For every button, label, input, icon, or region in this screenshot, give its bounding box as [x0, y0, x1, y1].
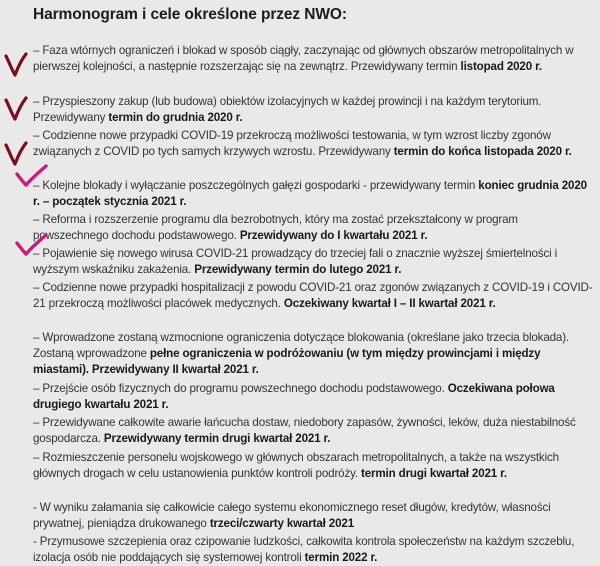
- list-item: [33, 330, 593, 378]
- item-text: – Rozmieszczenie personelu wojskowego w głównych obszarach metropolitalnych, a także na wszystkich głównych drogach w celu ustanowienia punktów kontroli podróży.: [33, 451, 559, 480]
- list-item: [33, 415, 593, 447]
- checkmark-icon: [4, 52, 28, 78]
- list-item: [33, 128, 593, 160]
- item-text: – Przejście osób fizycznych do programu powszechnego dochodu podstawowego.: [33, 382, 448, 395]
- item-text: – Przyspieszony zakup (lub budowa) obiektów izolacyjnych w każdej prowincji i na każdym terytorium. Przewidywany: [33, 95, 542, 124]
- item-deadline: Przewidywany do I kwartału 2021 r.: [239, 229, 428, 242]
- item-text: – Reforma i rozszerzenie programu dla bezrobotnych, który ma zostać przekształcony w program powszechnego dochodu podstawowego.: [33, 213, 518, 242]
- item-deadline: termin do końca listopada 2020 r.: [393, 145, 572, 158]
- item-deadline: pełne ograniczenia w podróżowaniu (w tym między prowincjami i między miastami). Przewidywany II kwartał 2021 r.: [33, 347, 541, 376]
- list-item: [33, 381, 593, 413]
- list-item: [33, 178, 593, 210]
- item-text: – Wprowadzone zostaną wzmocnione ograniczenia dotyczące blokowania (określane jako trzecia blokada). Zostaną wprowadzone: [33, 331, 570, 360]
- item-deadline: Przewidywany termin drugi kwartał 2021 r.: [103, 432, 331, 445]
- item-text: - Przymusowe szczepienia oraz czipowanie ludzkości, całkowita kontrola społeczeństw na każdym szczeblu, izolacja osób nie poddających się systemowej kontroli: [33, 535, 575, 564]
- list-item: [33, 246, 593, 278]
- item-text: – Faza wtórnych ograniczeń i blokad w sposób ciągły, zaczynając od głównych obszarów metropolitalnych w pierwszej kolejności, a następnie rozszerzając się na zewnątrz. Przewidywany termin: [33, 44, 574, 73]
- item-deadline: trzeci/czwarty kwartał 2021: [209, 517, 354, 530]
- page-title: Harmonogram i cele określone przez NWO:: [33, 6, 347, 23]
- item-deadline: Przewidywany termin do lutego 2021 r.: [194, 263, 402, 276]
- list-item: [33, 450, 593, 482]
- checkmark-icon: [14, 232, 48, 258]
- list-item: [33, 94, 593, 126]
- item-text: – Pojawienie się nowego wirusa COVID-21 prowadzący do trzeciej fali o znacznie wyższej śmiertelności i wyższym wskaźniku zakażenia.: [33, 247, 558, 276]
- item-deadline: Oczekiwana połowa drugiego kwartału 2021 r.: [33, 382, 555, 411]
- item-deadline: termin do grudnia 2020 r.: [108, 111, 243, 124]
- item-deadline: termin 2022 r.: [304, 551, 378, 564]
- item-text: – Codzienne nowe przypadki hospitalizacji z powodu COVID-21 oraz zgonów związanych z COVID-19 i COVID-21 przekroczą możliwości placówek medycznych.: [33, 281, 593, 310]
- item-deadline: koniec grudnia 2020 r. – początek stycznia 2021 r.: [33, 179, 587, 208]
- item-text: – Kolejne blokady i wyłączanie poszczególnych gałęzi gospodarki - przewidywany termin: [33, 179, 479, 192]
- list-item: [33, 212, 593, 244]
- list-item: [33, 500, 593, 532]
- item-deadline: termin drugi kwartał 2021 r.: [361, 467, 507, 480]
- item-deadline: listopad 2020 r.: [460, 60, 542, 73]
- list-item: [33, 43, 593, 75]
- checkmark-icon: [14, 163, 48, 189]
- item-text: – Przewidywane całkowite awarie łańcucha dostaw, niedobory zapasów, żywności, leków, duża niestabilność gospodarcza.: [33, 416, 576, 445]
- item-text: - W wyniku załamania się całkowicie całego systemu ekonomicznego reset długów, kredytów, własności prywatnej, pieniądza drukowanego: [33, 501, 551, 530]
- list-item: [33, 534, 593, 566]
- checkmark-icon: [4, 96, 28, 122]
- item-deadline: Oczekiwany kwartał I – II kwartał 2021 r.: [283, 297, 496, 310]
- list-item: [33, 280, 593, 312]
- item-text: – Codzienne nowe przypadki COVID-19 przekroczą możliwości testowania, w tym wzrost liczby zgonów związanych z COVID po tych samych krzywych wzrostu. Przewidywany: [33, 129, 551, 158]
